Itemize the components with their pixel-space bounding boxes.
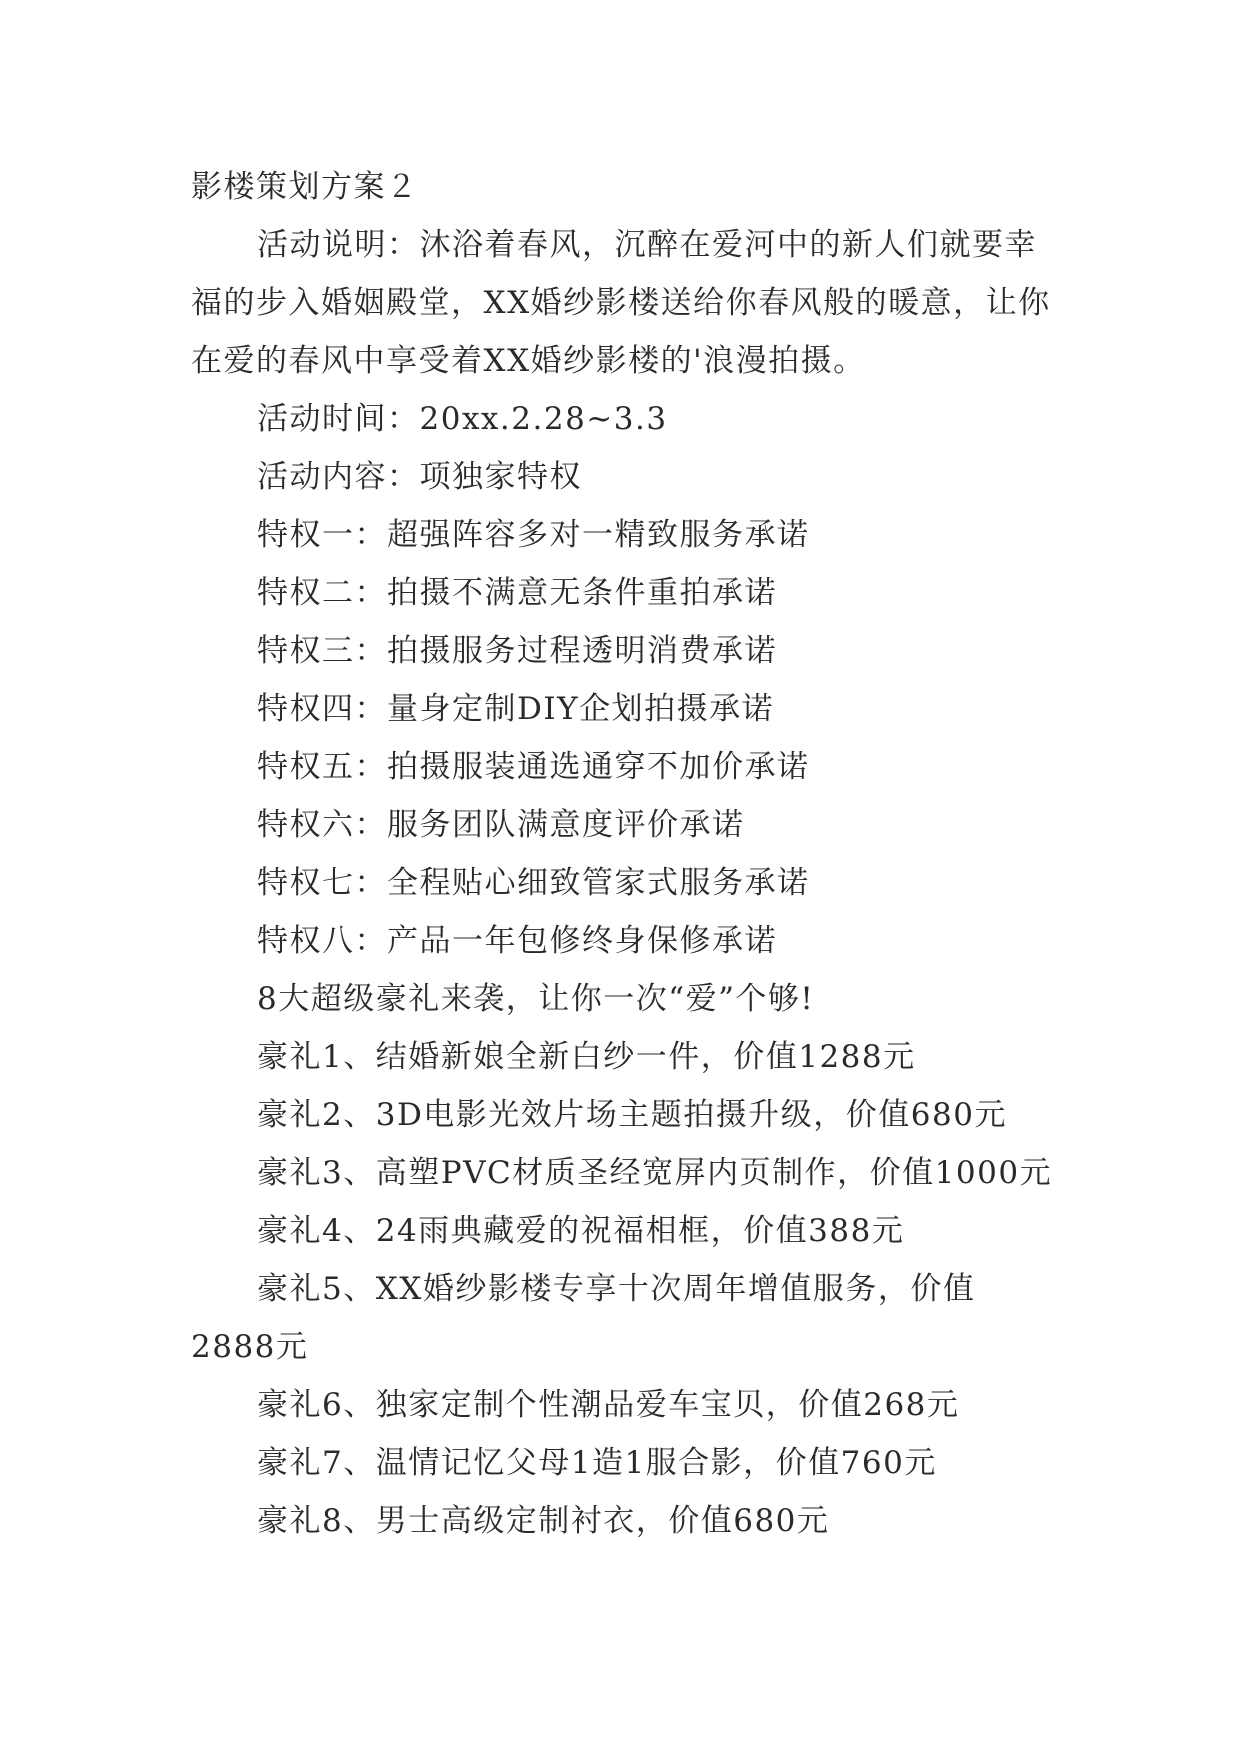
activity-content: 活动内容：项独家特权 — [257, 459, 582, 495]
activity-description: 活动说明：沐浴着春风，沉醉在爱河中的新人们就要幸福的步入婚姻殿堂，XX婚纱影楼送给你春风般的暖意，让你在爱的春风中享受着XX婚纱影楼的'浪漫拍摄。 — [191, 227, 1051, 379]
gift-item: 豪礼8、男士高级定制衬衣，价值680元 — [257, 1503, 830, 1539]
gifts-heading: 8大超级豪礼来袭，让你一次“爱”个够! — [257, 981, 815, 1017]
document-title: 影楼策划方案２ — [191, 169, 419, 205]
privilege-item: 特权八：产品一年包修终身保修承诺 — [257, 923, 777, 959]
document-body — [191, 158, 1051, 1550]
activity-time: 活动时间：20xx.2.28~3.3 — [257, 401, 668, 437]
gift-item: 豪礼1、结婚新娘全新白纱一件，价值1288元 — [257, 1039, 916, 1075]
gift-item: 豪礼5、XX婚纱影楼专享十次周年增值服务，价值2888元 — [191, 1271, 976, 1365]
privilege-item: 特权七：全程贴心细致管家式服务承诺 — [257, 865, 810, 901]
privilege-item: 特权五：拍摄服装通选通穿不加价承诺 — [257, 749, 810, 785]
privilege-item: 特权三：拍摄服务过程透明消费承诺 — [257, 633, 777, 669]
gift-item: 豪礼2、3D电影光效片场主题拍摄升级，价值680元 — [257, 1097, 1007, 1133]
gift-item: 豪礼7、温情记忆父母1造1服合影，价值760元 — [257, 1445, 937, 1481]
privilege-item: 特权二：拍摄不满意无条件重拍承诺 — [257, 575, 777, 611]
gift-item: 豪礼6、独家定制个性潮品爱车宝贝，价值268元 — [257, 1387, 960, 1423]
privilege-item: 特权六：服务团队满意度评价承诺 — [257, 807, 745, 843]
privilege-item: 特权一：超强阵容多对一精致服务承诺 — [257, 517, 810, 553]
gift-item: 豪礼4、24雨典藏爱的祝福相框，价值388元 — [257, 1213, 905, 1249]
gift-item: 豪礼3、高塑PVC材质圣经宽屏内页制作，价值1000元 — [257, 1155, 1053, 1191]
privilege-item: 特权四：量身定制DIY企划拍摄承诺 — [257, 691, 775, 727]
